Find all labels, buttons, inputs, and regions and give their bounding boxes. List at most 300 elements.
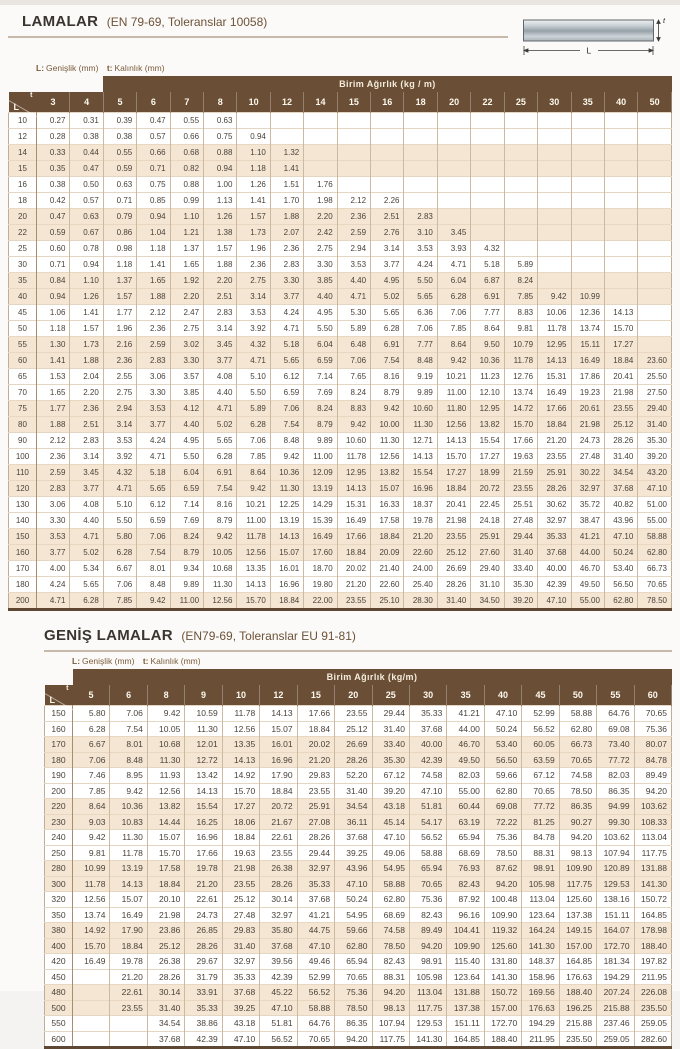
weight-cell: 129.53 bbox=[597, 876, 634, 892]
weight-cell: 74.58 bbox=[372, 923, 409, 939]
weight-cell: 89.49 bbox=[634, 768, 671, 784]
weight-cell: 0.88 bbox=[170, 177, 203, 193]
weight-cell: 148.37 bbox=[522, 954, 559, 970]
weight-cell: 42.39 bbox=[260, 969, 297, 985]
weight-cell: 32.97 bbox=[538, 513, 571, 529]
row-label: 230 bbox=[45, 814, 73, 830]
weight-cell: 117.75 bbox=[634, 845, 671, 861]
weight-cell: 5.02 bbox=[70, 545, 103, 561]
weight-cell: 17.27 bbox=[471, 449, 504, 465]
weight-cell bbox=[371, 129, 404, 145]
table-row-40 bbox=[9, 289, 672, 305]
weight-cell: 7.77 bbox=[471, 305, 504, 321]
weight-cell bbox=[337, 177, 370, 193]
weight-cell: 81.25 bbox=[522, 814, 559, 830]
weight-cell: 141.30 bbox=[634, 876, 671, 892]
table-row-100 bbox=[9, 449, 672, 465]
col-header-t6: 6 bbox=[110, 685, 147, 706]
weight-cell: 13.74 bbox=[571, 321, 604, 337]
weight-cell: 87.62 bbox=[484, 861, 521, 877]
weight-cell bbox=[471, 161, 504, 177]
weight-cell: 77.72 bbox=[597, 752, 634, 768]
weight-cell: 23.55 bbox=[260, 845, 297, 861]
weight-cell: 105.98 bbox=[522, 876, 559, 892]
weight-cell: 2.36 bbox=[270, 241, 303, 257]
weight-cell: 3.06 bbox=[37, 497, 70, 513]
weight-cell: 6.91 bbox=[204, 465, 237, 481]
weight-cell: 0.71 bbox=[103, 193, 136, 209]
weight-cell: 2.36 bbox=[103, 353, 136, 369]
weight-cell: 12.95 bbox=[538, 337, 571, 353]
weight-cell: 16.33 bbox=[371, 497, 404, 513]
weight-cell: 38.47 bbox=[571, 513, 604, 529]
weight-cell: 26.38 bbox=[147, 954, 184, 970]
weight-cell: 19.78 bbox=[110, 954, 147, 970]
weight-cell: 2.47 bbox=[170, 305, 203, 321]
weight-cell: 31.40 bbox=[335, 783, 372, 799]
weight-cell: 9.42 bbox=[204, 529, 237, 545]
weight-cell: 0.39 bbox=[103, 113, 136, 129]
weight-cell: 8.24 bbox=[504, 273, 537, 289]
weight-cell: 0.67 bbox=[70, 225, 103, 241]
weight-cell: 1.76 bbox=[304, 177, 337, 193]
weight-cell: 15.54 bbox=[404, 465, 437, 481]
weight-cell: 65.94 bbox=[447, 830, 484, 846]
weight-cell: 19.80 bbox=[304, 577, 337, 593]
weight-cell: 0.94 bbox=[137, 209, 170, 225]
weight-cell: 21.20 bbox=[297, 752, 334, 768]
row-label: 100 bbox=[9, 449, 37, 465]
weight-cell: 35.30 bbox=[372, 752, 409, 768]
weight-cell: 9.42 bbox=[73, 830, 110, 846]
weight-cell: 94.99 bbox=[597, 799, 634, 815]
col-header-t20: 20 bbox=[335, 685, 372, 706]
weight-cell: 17.66 bbox=[504, 433, 537, 449]
weight-cell bbox=[538, 113, 571, 129]
genis-lamalar-table bbox=[44, 669, 672, 1049]
weight-cell: 58.88 bbox=[409, 845, 446, 861]
legend-t-key: t: bbox=[142, 656, 149, 666]
corner-width-label: L bbox=[13, 102, 19, 112]
weight-cell: 10.00 bbox=[371, 417, 404, 433]
weight-cell bbox=[471, 145, 504, 161]
weight-cell: 49.06 bbox=[372, 845, 409, 861]
table-row-10 bbox=[9, 113, 672, 129]
weight-cell: 197.82 bbox=[634, 954, 671, 970]
row-label: 550 bbox=[45, 1016, 73, 1032]
table-row-200 bbox=[9, 593, 672, 610]
weight-cell: 0.60 bbox=[37, 241, 70, 257]
row-label: 350 bbox=[45, 907, 73, 923]
weight-cell: 3.14 bbox=[237, 289, 270, 305]
weight-cell: 5.89 bbox=[337, 321, 370, 337]
weight-cell: 4.71 bbox=[237, 353, 270, 369]
weight-cell: 16.49 bbox=[110, 907, 147, 923]
weight-cell: 0.44 bbox=[70, 145, 103, 161]
weight-cell: 7.06 bbox=[110, 706, 147, 722]
weight-cell: 16.96 bbox=[260, 752, 297, 768]
lamalar-table bbox=[8, 76, 672, 611]
weight-cell: 26.85 bbox=[185, 923, 222, 939]
weight-cell: 9.03 bbox=[73, 814, 110, 830]
weight-cell: 0.63 bbox=[103, 177, 136, 193]
weight-cell: 6.87 bbox=[471, 273, 504, 289]
table-row-190 bbox=[45, 768, 672, 784]
weight-cell: 8.01 bbox=[110, 737, 147, 753]
weight-cell: 25.91 bbox=[297, 799, 334, 815]
weight-cell bbox=[504, 161, 537, 177]
corner-width-label: L bbox=[49, 695, 55, 705]
weight-cell: 12.09 bbox=[304, 465, 337, 481]
weight-cell: 14.13 bbox=[110, 876, 147, 892]
weight-cell: 115.40 bbox=[447, 954, 484, 970]
weight-cell: 2.51 bbox=[70, 417, 103, 433]
weight-cell: 11.30 bbox=[204, 577, 237, 593]
weight-cell: 26.69 bbox=[437, 561, 470, 577]
weight-cell: 8.64 bbox=[73, 799, 110, 815]
weight-cell: 2.12 bbox=[37, 433, 70, 449]
lamalar-legend bbox=[36, 63, 672, 73]
weight-cell: 31.40 bbox=[638, 417, 672, 433]
weight-cell bbox=[571, 113, 604, 129]
weight-cell bbox=[304, 113, 337, 129]
row-label: 320 bbox=[45, 892, 73, 908]
weight-cell: 1.92 bbox=[170, 273, 203, 289]
weight-cell: 6.12 bbox=[137, 497, 170, 513]
weight-cell: 13.42 bbox=[185, 768, 222, 784]
weight-cell: 18.84 bbox=[297, 721, 334, 737]
weight-cell: 1.98 bbox=[304, 193, 337, 209]
row-label: 50 bbox=[9, 321, 37, 337]
weight-cell: 94.20 bbox=[335, 1031, 372, 1048]
weight-cell: 15.07 bbox=[260, 721, 297, 737]
weight-cell: 8.79 bbox=[170, 545, 203, 561]
weight-cell: 66.73 bbox=[638, 561, 672, 577]
weight-cell: 6.12 bbox=[270, 369, 303, 385]
weight-cell: 4.71 bbox=[70, 529, 103, 545]
weight-cell bbox=[404, 177, 437, 193]
weight-cell: 47.10 bbox=[297, 938, 334, 954]
weight-cell: 0.50 bbox=[70, 177, 103, 193]
weight-cell: 98.91 bbox=[409, 954, 446, 970]
weight-cell: 3.77 bbox=[270, 289, 303, 305]
weight-cell: 2.20 bbox=[70, 385, 103, 401]
weight-cell: 27.48 bbox=[222, 907, 259, 923]
weight-cell: 8.24 bbox=[170, 529, 203, 545]
weight-cell: 138.16 bbox=[597, 892, 634, 908]
weight-cell: 5.65 bbox=[70, 577, 103, 593]
weight-cell: 39.20 bbox=[504, 593, 537, 610]
weight-cell: 13.74 bbox=[73, 907, 110, 923]
weight-cell: 17.60 bbox=[304, 545, 337, 561]
table-row-16 bbox=[9, 177, 672, 193]
weight-cell: 29.67 bbox=[185, 954, 222, 970]
weight-cell: 7.14 bbox=[304, 369, 337, 385]
weight-cell: 0.75 bbox=[204, 129, 237, 145]
row-label: 45 bbox=[9, 305, 37, 321]
weight-cell: 78.50 bbox=[559, 783, 596, 799]
weight-cell: 1.37 bbox=[103, 273, 136, 289]
weight-cell: 30.14 bbox=[260, 892, 297, 908]
weight-cell: 94.20 bbox=[559, 830, 596, 846]
table-row-90 bbox=[9, 433, 672, 449]
weight-cell: 52.20 bbox=[335, 768, 372, 784]
col-header-t30: 30 bbox=[409, 685, 446, 706]
table-row-450 bbox=[45, 969, 672, 985]
table-row-22 bbox=[9, 225, 672, 241]
weight-cell: 5.02 bbox=[204, 417, 237, 433]
weight-cell: 47.10 bbox=[538, 593, 571, 610]
weight-cell: 10.79 bbox=[504, 337, 537, 353]
weight-cell: 19.23 bbox=[571, 385, 604, 401]
weight-cell: 8.83 bbox=[337, 401, 370, 417]
weight-cell: 66.73 bbox=[559, 737, 596, 753]
weight-cell: 0.47 bbox=[137, 113, 170, 129]
weight-cell: 18.84 bbox=[437, 481, 470, 497]
weight-cell: 0.84 bbox=[37, 273, 70, 289]
weight-cell: 98.13 bbox=[559, 845, 596, 861]
genis-legend bbox=[72, 656, 672, 666]
weight-cell: 7.85 bbox=[73, 783, 110, 799]
weight-cell: 4.32 bbox=[103, 465, 136, 481]
weight-cell: 0.38 bbox=[70, 129, 103, 145]
weight-cell bbox=[73, 985, 110, 1001]
weight-cell: 49.50 bbox=[571, 577, 604, 593]
row-label: 220 bbox=[45, 799, 73, 815]
weight-cell: 30.22 bbox=[571, 465, 604, 481]
weight-cell: 141.30 bbox=[484, 969, 521, 985]
weight-cell: 3.85 bbox=[170, 385, 203, 401]
unit-header: Birim Ağırlık (kg/m) bbox=[73, 669, 672, 685]
weight-cell bbox=[571, 241, 604, 257]
weight-cell: 10.59 bbox=[185, 706, 222, 722]
col-header-t7: 7 bbox=[170, 92, 203, 113]
weight-cell: 17.27 bbox=[437, 465, 470, 481]
weight-cell bbox=[73, 1016, 110, 1032]
table-row-320 bbox=[45, 892, 672, 908]
weight-cell bbox=[604, 241, 637, 257]
weight-cell: 56.52 bbox=[297, 985, 334, 1001]
weight-cell: 2.36 bbox=[237, 257, 270, 273]
weight-cell: 2.83 bbox=[37, 481, 70, 497]
weight-cell: 3.30 bbox=[170, 353, 203, 369]
col-header-t60: 60 bbox=[634, 685, 671, 706]
weight-cell: 35.33 bbox=[297, 876, 334, 892]
weight-cell: 107.94 bbox=[597, 845, 634, 861]
weight-cell: 25.50 bbox=[638, 369, 672, 385]
col-header-t12: 12 bbox=[270, 92, 303, 113]
weight-cell: 0.59 bbox=[103, 161, 136, 177]
weight-cell: 15.70 bbox=[504, 417, 537, 433]
weight-cell: 5.50 bbox=[304, 321, 337, 337]
weight-cell: 113.04 bbox=[634, 830, 671, 846]
weight-cell: 46.70 bbox=[571, 561, 604, 577]
col-header-t45: 45 bbox=[522, 685, 559, 706]
weight-cell: 3.10 bbox=[404, 225, 437, 241]
weight-cell bbox=[437, 129, 470, 145]
weight-cell: 32.97 bbox=[222, 954, 259, 970]
weight-cell: 28.26 bbox=[437, 577, 470, 593]
legend-t-val: Kalınlık (mm) bbox=[150, 656, 201, 666]
weight-cell: 109.90 bbox=[447, 938, 484, 954]
weight-cell: 10.36 bbox=[471, 353, 504, 369]
weight-cell: 0.88 bbox=[204, 145, 237, 161]
weight-cell: 12.56 bbox=[73, 892, 110, 908]
weight-cell: 16.96 bbox=[270, 577, 303, 593]
genis-table-host bbox=[44, 669, 672, 1049]
lamalar-table-host bbox=[8, 76, 672, 611]
weight-cell: 9.42 bbox=[137, 593, 170, 610]
weight-cell: 82.03 bbox=[447, 768, 484, 784]
weight-cell: 13.19 bbox=[110, 861, 147, 877]
col-header-t20: 20 bbox=[437, 92, 470, 113]
weight-cell bbox=[538, 145, 571, 161]
weight-cell: 2.26 bbox=[371, 193, 404, 209]
weight-cell: 12.95 bbox=[471, 401, 504, 417]
weight-cell: 235.50 bbox=[634, 1000, 671, 1016]
weight-cell: 34.54 bbox=[147, 1016, 184, 1032]
weight-cell: 8.64 bbox=[471, 321, 504, 337]
weight-cell: 1.57 bbox=[103, 289, 136, 305]
weight-cell: 7.85 bbox=[504, 289, 537, 305]
weight-cell: 17.66 bbox=[538, 401, 571, 417]
weight-cell: 169.56 bbox=[522, 985, 559, 1001]
weight-cell: 89.49 bbox=[409, 923, 446, 939]
weight-cell: 21.20 bbox=[538, 433, 571, 449]
weight-cell: 14.92 bbox=[73, 923, 110, 939]
weight-cell: 1.65 bbox=[137, 273, 170, 289]
weight-cell: 12.56 bbox=[204, 593, 237, 610]
weight-cell: 32.97 bbox=[260, 907, 297, 923]
weight-cell: 19.63 bbox=[222, 845, 259, 861]
row-label: 280 bbox=[45, 861, 73, 877]
section-lamalar bbox=[0, 11, 680, 611]
weight-cell bbox=[604, 273, 637, 289]
weight-cell: 10.60 bbox=[337, 433, 370, 449]
weight-cell: 34.50 bbox=[471, 593, 504, 610]
weight-cell: 235.50 bbox=[559, 1031, 596, 1048]
row-label: 25 bbox=[9, 241, 37, 257]
weight-cell: 74.58 bbox=[559, 768, 596, 784]
weight-cell: 137.38 bbox=[559, 907, 596, 923]
weight-cell: 3.14 bbox=[70, 449, 103, 465]
weight-cell bbox=[604, 177, 637, 193]
weight-cell: 14.92 bbox=[222, 768, 259, 784]
weight-cell: 67.12 bbox=[522, 768, 559, 784]
weight-cell: 37.68 bbox=[222, 985, 259, 1001]
weight-cell: 4.40 bbox=[337, 273, 370, 289]
col-header-t3: 3 bbox=[37, 92, 70, 113]
col-header-t8: 8 bbox=[204, 92, 237, 113]
weight-cell: 9.42 bbox=[437, 353, 470, 369]
weight-cell bbox=[638, 177, 672, 193]
table-row-230 bbox=[45, 814, 672, 830]
weight-cell: 7.54 bbox=[137, 545, 170, 561]
weight-cell: 4.24 bbox=[270, 305, 303, 321]
weight-cell: 78.50 bbox=[638, 593, 672, 610]
weight-cell: 20.10 bbox=[147, 892, 184, 908]
flat-bar-diagram bbox=[522, 13, 672, 59]
weight-cell: 8.24 bbox=[304, 401, 337, 417]
weight-cell: 4.95 bbox=[170, 433, 203, 449]
weight-cell: 0.71 bbox=[137, 161, 170, 177]
weight-cell: 1.41 bbox=[37, 353, 70, 369]
weight-cell: 62.80 bbox=[604, 593, 637, 610]
weight-cell: 6.28 bbox=[70, 593, 103, 610]
weight-cell: 15.39 bbox=[304, 513, 337, 529]
weight-cell: 12.76 bbox=[504, 369, 537, 385]
weight-cell: 25.91 bbox=[471, 529, 504, 545]
weight-cell: 117.75 bbox=[559, 876, 596, 892]
weight-cell: 6.04 bbox=[437, 273, 470, 289]
weight-cell: 6.28 bbox=[371, 321, 404, 337]
weight-cell: 3.53 bbox=[237, 305, 270, 321]
weight-cell: 2.75 bbox=[237, 273, 270, 289]
weight-cell: 11.00 bbox=[304, 449, 337, 465]
weight-cell: 2.42 bbox=[304, 225, 337, 241]
weight-cell: 2.36 bbox=[137, 321, 170, 337]
weight-cell: 18.84 bbox=[147, 876, 184, 892]
weight-cell: 3.77 bbox=[204, 353, 237, 369]
weight-cell: 2.04 bbox=[70, 369, 103, 385]
weight-cell: 37.68 bbox=[409, 721, 446, 737]
table-row-30 bbox=[9, 257, 672, 273]
weight-cell: 6.67 bbox=[73, 737, 110, 753]
weight-cell: 7.06 bbox=[73, 752, 110, 768]
weight-cell: 157.00 bbox=[484, 1000, 521, 1016]
weight-cell: 8.48 bbox=[404, 353, 437, 369]
weight-cell: 74.58 bbox=[409, 768, 446, 784]
section-genis-lamalar bbox=[0, 625, 680, 1049]
col-header-t25: 25 bbox=[372, 685, 409, 706]
weight-cell: 18.84 bbox=[371, 529, 404, 545]
weight-cell: 3.45 bbox=[70, 465, 103, 481]
weight-cell bbox=[638, 305, 672, 321]
weight-cell: 196.25 bbox=[559, 1000, 596, 1016]
weight-cell: 47.10 bbox=[260, 1000, 297, 1016]
weight-cell: 96.16 bbox=[447, 907, 484, 923]
col-header-t40: 40 bbox=[484, 685, 521, 706]
weight-cell: 11.30 bbox=[371, 433, 404, 449]
table-row-400 bbox=[45, 938, 672, 954]
weight-cell: 9.89 bbox=[170, 577, 203, 593]
weight-cell bbox=[638, 321, 672, 337]
weight-cell: 0.31 bbox=[70, 113, 103, 129]
weight-cell: 2.75 bbox=[170, 321, 203, 337]
table-row-50 bbox=[9, 321, 672, 337]
weight-cell: 172.70 bbox=[484, 1016, 521, 1032]
weight-cell: 9.81 bbox=[73, 845, 110, 861]
weight-cell: 2.59 bbox=[37, 465, 70, 481]
weight-cell: 0.75 bbox=[137, 177, 170, 193]
weight-cell: 13.82 bbox=[147, 799, 184, 815]
weight-cell: 1.88 bbox=[137, 289, 170, 305]
weight-cell: 1.41 bbox=[270, 161, 303, 177]
weight-cell bbox=[437, 145, 470, 161]
weight-cell: 88.31 bbox=[372, 969, 409, 985]
weight-cell: 35.33 bbox=[538, 529, 571, 545]
weight-cell: 25.91 bbox=[538, 465, 571, 481]
weight-cell: 18.84 bbox=[110, 938, 147, 954]
weight-cell: 5.65 bbox=[270, 353, 303, 369]
weight-cell: 6.04 bbox=[170, 465, 203, 481]
weight-cell: 9.42 bbox=[337, 417, 370, 433]
weight-cell: 107.94 bbox=[372, 1016, 409, 1032]
weight-cell: 15.11 bbox=[571, 337, 604, 353]
weight-cell: 1.32 bbox=[270, 145, 303, 161]
row-label: 150 bbox=[9, 529, 37, 545]
weight-cell: 18.99 bbox=[471, 465, 504, 481]
